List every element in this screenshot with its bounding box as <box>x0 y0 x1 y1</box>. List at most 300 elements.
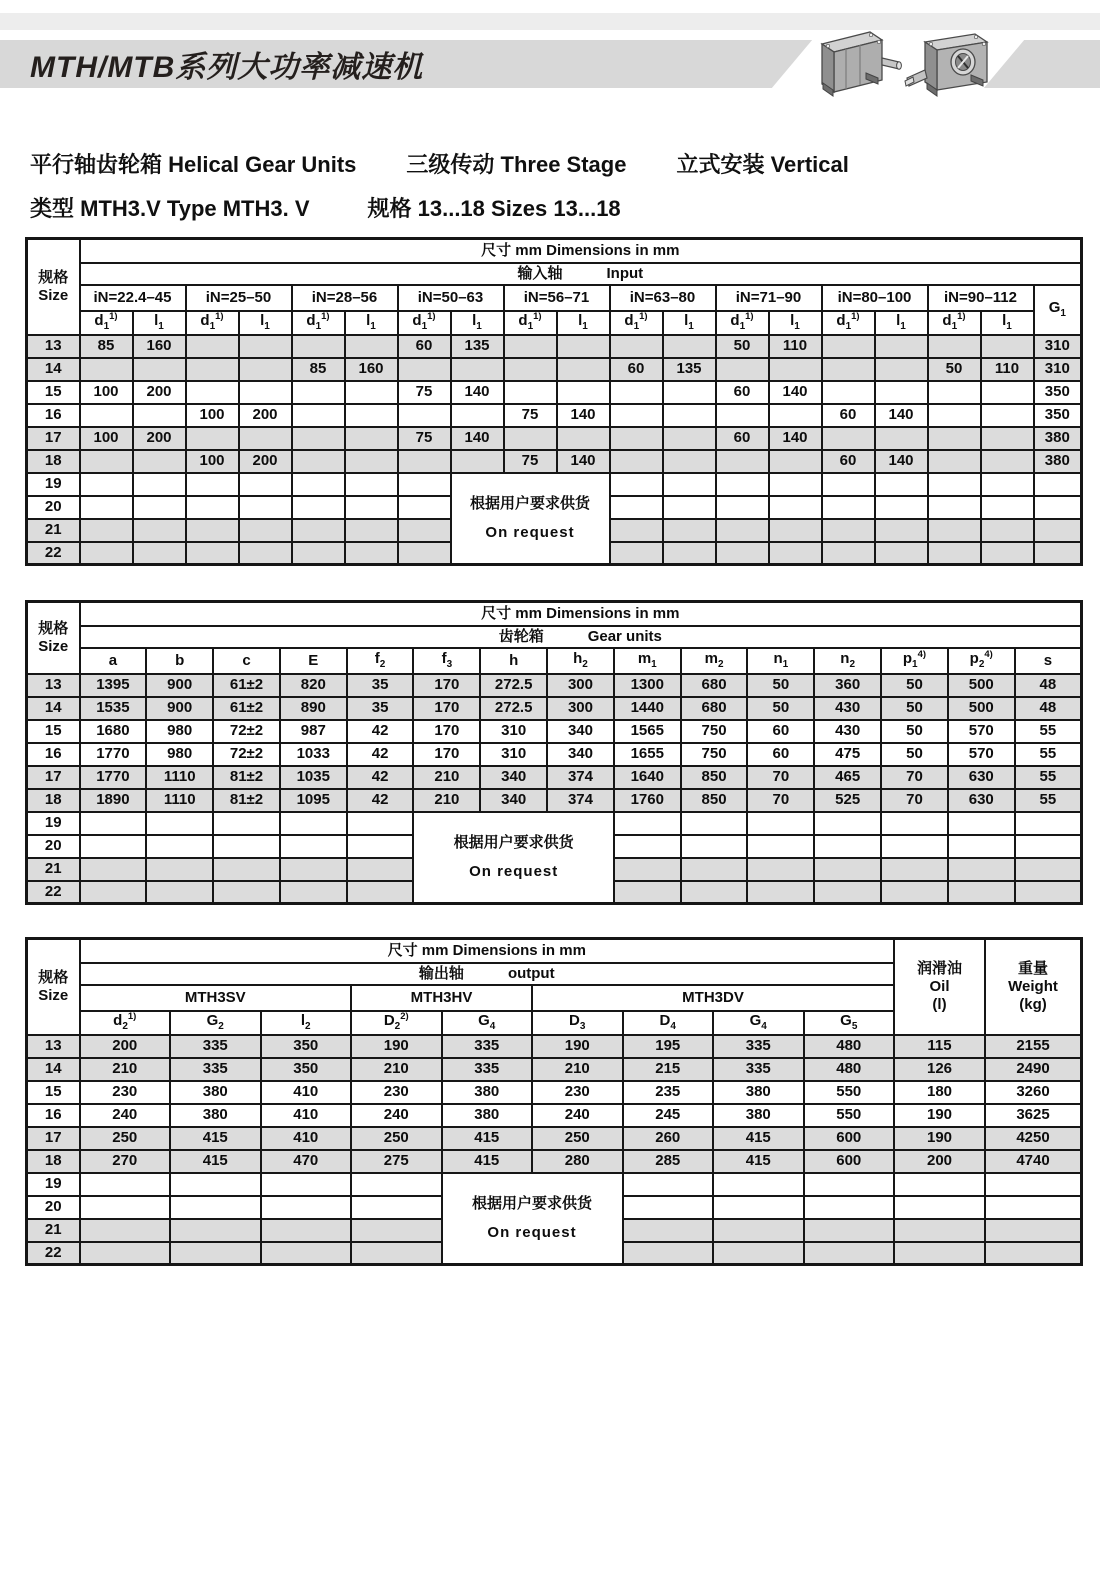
empty-cell <box>948 835 1015 858</box>
size-header-en: Size <box>38 286 69 304</box>
value-cell: 42 <box>347 743 414 766</box>
empty-cell <box>133 519 186 542</box>
on-request-zh: 根据用户要求供货 <box>471 1195 592 1212</box>
col-label: l <box>1002 311 1007 329</box>
value-cell: 380 <box>170 1104 261 1127</box>
col-label: s <box>1043 651 1053 669</box>
ratio-group-header: iN=56–71 <box>504 285 610 311</box>
empty-cell <box>80 473 133 496</box>
col-label: D <box>569 1011 580 1029</box>
empty-cell <box>292 496 345 519</box>
col-label-sub: 1 <box>315 321 322 333</box>
d1-header <box>822 311 875 335</box>
empty-cell <box>681 812 748 835</box>
header-row <box>27 939 1082 963</box>
value-cell: 980 <box>146 743 213 766</box>
col-label-sub: 1 <box>900 320 906 332</box>
footnote-marker: 1) <box>533 311 542 323</box>
value-cell: 42 <box>347 720 414 743</box>
empty-cell <box>681 858 748 881</box>
axis-title <box>80 626 1082 648</box>
ratio-group-header: iN=28–56 <box>292 285 398 311</box>
empty-cell <box>614 881 681 904</box>
value-cell: 60 <box>716 427 769 450</box>
value-cell: 335 <box>170 1035 261 1058</box>
value-cell: 987 <box>280 720 347 743</box>
value-cell: 1440 <box>614 697 681 720</box>
size-header-en: Size <box>38 986 69 1004</box>
size-header-en: Size <box>38 637 69 655</box>
value-cell: 1565 <box>614 720 681 743</box>
value-cell <box>610 427 663 450</box>
weight-header-zh: 重量 <box>1018 960 1049 978</box>
col-label-sub: 1 <box>264 320 270 332</box>
empty-cell <box>347 812 414 835</box>
value-cell <box>186 427 239 450</box>
col-label: E <box>308 651 319 669</box>
value-cell: 430 <box>814 697 881 720</box>
col-label-sub: 2 <box>305 1020 311 1032</box>
value-cell: 72±2 <box>213 720 280 743</box>
value-cell <box>398 450 451 473</box>
empty-cell <box>928 496 981 519</box>
size-header-zh: 规格 <box>38 268 69 286</box>
value-cell: 140 <box>557 404 610 427</box>
value-cell: 235 <box>623 1081 714 1104</box>
value-cell: 70 <box>747 766 814 789</box>
empty-cell <box>351 1196 442 1219</box>
value-cell: 415 <box>442 1127 533 1150</box>
empty-cell <box>80 858 147 881</box>
table-row <box>27 1104 1082 1127</box>
empty-cell <box>80 1242 171 1265</box>
value-cell: 50 <box>881 697 948 720</box>
value-cell: 430 <box>814 720 881 743</box>
column-header <box>804 1011 895 1035</box>
value-cell <box>239 358 292 381</box>
value-cell: 135 <box>663 358 716 381</box>
col-label: n <box>840 649 850 667</box>
value-cell: 50 <box>716 335 769 358</box>
col-label-sub: 4 <box>761 1020 767 1032</box>
on-request-cell <box>413 812 613 904</box>
value-cell <box>716 358 769 381</box>
value-cell: 35 <box>347 697 414 720</box>
col-label: G <box>478 1011 490 1029</box>
value-cell <box>928 404 981 427</box>
empty-cell <box>213 881 280 904</box>
empty-cell <box>716 473 769 496</box>
oil-cell: 180 <box>894 1081 985 1104</box>
table-row <box>27 1127 1082 1150</box>
value-cell: 380 <box>713 1081 804 1104</box>
empty-cell <box>713 1173 804 1196</box>
footnote-marker: 4) <box>984 649 993 661</box>
col-label-sub: 1 <box>527 321 534 333</box>
value-cell: 55 <box>1015 766 1082 789</box>
value-cell <box>822 381 875 404</box>
column-header <box>146 648 213 674</box>
l1-header <box>133 311 186 335</box>
value-cell <box>504 358 557 381</box>
col-label: l <box>300 1011 306 1029</box>
value-cell: 60 <box>716 381 769 404</box>
value-cell <box>239 335 292 358</box>
g1-cell: 310 <box>1034 358 1082 381</box>
value-cell: 110 <box>981 358 1034 381</box>
table-row <box>27 1173 1082 1196</box>
table-row <box>27 697 1082 720</box>
value-cell <box>345 335 398 358</box>
value-cell: 275 <box>351 1150 442 1173</box>
value-cell <box>610 404 663 427</box>
empty-cell <box>80 1219 171 1242</box>
value-cell <box>928 335 981 358</box>
size-cell: 15 <box>27 381 80 404</box>
empty-cell <box>681 881 748 904</box>
empty-cell <box>80 881 147 904</box>
value-cell: 1110 <box>146 766 213 789</box>
value-cell: 50 <box>747 674 814 697</box>
value-cell: 380 <box>442 1104 533 1127</box>
value-cell: 55 <box>1015 720 1082 743</box>
col-label-sub: 1 <box>633 321 640 333</box>
input-shaft-table <box>25 237 1083 566</box>
value-cell: 75 <box>504 404 557 427</box>
empty-cell <box>1034 496 1082 519</box>
value-cell: 600 <box>804 1127 895 1150</box>
on-request-zh: 根据用户要求供货 <box>453 834 574 851</box>
empty-cell <box>985 1196 1082 1219</box>
oil-cell: 200 <box>894 1150 985 1173</box>
l1-header <box>663 311 716 335</box>
value-cell: 630 <box>948 789 1015 812</box>
value-cell <box>769 404 822 427</box>
value-cell <box>610 450 663 473</box>
value-cell <box>822 335 875 358</box>
value-cell: 570 <box>948 720 1015 743</box>
column-header <box>623 1011 714 1035</box>
table-row <box>27 1150 1082 1173</box>
model-group-header: MTH3SV <box>80 985 352 1011</box>
value-cell: 170 <box>413 674 480 697</box>
header-row <box>27 626 1082 648</box>
table-row <box>27 812 1082 835</box>
empty-cell <box>80 1196 171 1219</box>
size-cell: 13 <box>27 335 80 358</box>
value-cell: 350 <box>261 1058 352 1081</box>
value-cell: 850 <box>681 766 748 789</box>
empty-cell <box>804 1219 895 1242</box>
value-cell: 60 <box>747 743 814 766</box>
output-shaft-table-body <box>27 1035 1082 1265</box>
subtitle-vertical: 立式安装 Vertical <box>676 152 849 177</box>
column-header <box>547 648 614 674</box>
value-cell: 900 <box>146 674 213 697</box>
value-cell: 60 <box>822 404 875 427</box>
weight-header-unit: (kg) <box>1019 995 1047 1013</box>
weight-header-en: Weight <box>1008 977 1058 995</box>
col-label: l <box>260 311 265 329</box>
footnote-marker: 1) <box>127 1011 137 1023</box>
value-cell <box>345 381 398 404</box>
empty-cell <box>814 835 881 858</box>
value-cell: 1655 <box>614 743 681 766</box>
empty-cell <box>292 473 345 496</box>
col-label: l <box>366 311 371 329</box>
empty-cell <box>822 519 875 542</box>
gearbox-photo-horizontal <box>808 20 904 108</box>
value-cell: 70 <box>747 789 814 812</box>
empty-cell <box>814 812 881 835</box>
output-shaft-table-head <box>27 939 1082 1035</box>
empty-cell <box>80 519 133 542</box>
value-cell: 170 <box>413 743 480 766</box>
footnote-marker: 1) <box>957 311 966 323</box>
empty-cell <box>948 858 1015 881</box>
table-row <box>27 358 1082 381</box>
ratio-group-header: iN=50–63 <box>398 285 504 311</box>
empty-cell <box>146 812 213 835</box>
size-cell: 17 <box>27 427 80 450</box>
col-label-sub: 1 <box>782 658 789 670</box>
value-cell: 480 <box>804 1035 895 1058</box>
value-cell: 250 <box>532 1127 623 1150</box>
empty-cell <box>261 1173 352 1196</box>
value-cell: 195 <box>623 1035 714 1058</box>
col-label-sub: 1 <box>421 321 428 333</box>
subtitle-type: 类型 MTH3.V Type MTH3. V <box>30 196 310 221</box>
value-cell <box>451 450 504 473</box>
value-cell: 1770 <box>80 743 147 766</box>
value-cell: 570 <box>948 743 1015 766</box>
value-cell: 230 <box>351 1081 442 1104</box>
empty-cell <box>610 519 663 542</box>
table-row <box>27 766 1082 789</box>
column-header <box>532 1011 623 1035</box>
empty-cell <box>610 496 663 519</box>
empty-cell <box>1034 473 1082 496</box>
value-cell: 50 <box>928 358 981 381</box>
value-cell <box>557 335 610 358</box>
empty-cell <box>398 473 451 496</box>
value-cell <box>186 381 239 404</box>
empty-cell <box>881 812 948 835</box>
col-label: G <box>840 1011 852 1029</box>
col-label-sub: 1 <box>370 320 376 332</box>
value-cell: 60 <box>398 335 451 358</box>
value-cell: 410 <box>261 1081 352 1104</box>
value-cell <box>345 450 398 473</box>
value-cell: 300 <box>547 674 614 697</box>
col-label-sub: 1 <box>912 659 918 671</box>
size-cell: 18 <box>27 450 80 473</box>
col-label: b <box>175 651 185 669</box>
size-cell: 13 <box>27 674 80 697</box>
value-cell: 72±2 <box>213 743 280 766</box>
header-row <box>27 263 1082 285</box>
column-header <box>948 648 1015 674</box>
value-cell: 350 <box>261 1035 352 1058</box>
column-header <box>881 648 948 674</box>
value-cell <box>504 381 557 404</box>
empty-cell <box>347 858 414 881</box>
value-cell <box>557 381 610 404</box>
value-cell: 380 <box>170 1081 261 1104</box>
empty-cell <box>747 835 814 858</box>
gear-unit-table <box>25 600 1083 905</box>
value-cell: 240 <box>351 1104 442 1127</box>
value-cell <box>292 427 345 450</box>
empty-cell <box>747 812 814 835</box>
value-cell: 335 <box>713 1058 804 1081</box>
table-row <box>27 335 1082 358</box>
table-row <box>27 789 1082 812</box>
value-cell: 60 <box>822 450 875 473</box>
axis-title-en: output <box>507 964 555 982</box>
value-cell <box>716 450 769 473</box>
value-cell <box>769 358 822 381</box>
value-cell: 415 <box>170 1150 261 1173</box>
col-label-sub: 2 <box>582 658 588 670</box>
empty-cell <box>292 542 345 565</box>
oil-header-en: Oil <box>929 977 950 995</box>
value-cell: 1035 <box>280 766 347 789</box>
table-row <box>27 720 1082 743</box>
empty-cell <box>747 858 814 881</box>
empty-cell <box>928 542 981 565</box>
input-shaft-table-head <box>27 239 1082 335</box>
header-row <box>27 239 1082 263</box>
g1-cell: 350 <box>1034 404 1082 427</box>
col-label: d <box>200 312 210 330</box>
empty-cell <box>981 496 1034 519</box>
value-cell: 1680 <box>80 720 147 743</box>
value-cell: 70 <box>881 789 948 812</box>
col-label: l <box>578 311 583 329</box>
empty-cell <box>133 542 186 565</box>
size-cell: 13 <box>27 1035 80 1058</box>
col-label: G <box>206 1011 219 1029</box>
value-cell: 374 <box>547 766 614 789</box>
empty-cell <box>948 812 1015 835</box>
size-cell: 20 <box>27 1196 80 1219</box>
column-header <box>351 1011 442 1035</box>
weight-cell: 2490 <box>985 1058 1082 1081</box>
size-cell: 15 <box>27 720 80 743</box>
empty-cell <box>769 519 822 542</box>
value-cell: 525 <box>814 789 881 812</box>
size-cell: 19 <box>27 812 80 835</box>
value-cell <box>981 450 1034 473</box>
value-cell: 215 <box>623 1058 714 1081</box>
empty-cell <box>663 542 716 565</box>
empty-cell <box>663 519 716 542</box>
empty-cell <box>875 519 928 542</box>
value-cell: 415 <box>442 1150 533 1173</box>
empty-cell <box>398 496 451 519</box>
empty-cell <box>985 1219 1082 1242</box>
col-label-sub: 1 <box>688 320 694 332</box>
value-cell <box>716 404 769 427</box>
empty-cell <box>1015 858 1082 881</box>
value-cell: 415 <box>713 1127 804 1150</box>
d1-header <box>80 311 133 335</box>
value-cell: 48 <box>1015 674 1082 697</box>
value-cell: 210 <box>413 789 480 812</box>
empty-cell <box>186 542 239 565</box>
value-cell: 50 <box>881 674 948 697</box>
l1-header <box>239 311 292 335</box>
axis-title <box>80 963 895 985</box>
value-cell <box>239 381 292 404</box>
empty-cell <box>881 858 948 881</box>
size-cell: 14 <box>27 358 80 381</box>
on-request-en: On request <box>485 523 575 541</box>
value-cell <box>345 427 398 450</box>
empty-cell <box>985 1242 1082 1265</box>
g1-cell: 310 <box>1034 335 1082 358</box>
empty-cell <box>614 858 681 881</box>
footnote-marker: 4) <box>917 649 927 661</box>
size-cell: 22 <box>27 881 80 904</box>
empty-cell <box>351 1219 442 1242</box>
value-cell <box>345 404 398 427</box>
value-cell: 1033 <box>280 743 347 766</box>
gearbox-photo-vertical <box>903 20 1003 108</box>
value-cell: 470 <box>261 1150 352 1173</box>
empty-cell <box>814 858 881 881</box>
empty-cell <box>345 496 398 519</box>
table-row <box>27 473 1082 496</box>
value-cell: 280 <box>532 1150 623 1173</box>
col-label: m <box>704 649 718 667</box>
value-cell: 50 <box>747 697 814 720</box>
value-cell: 50 <box>881 720 948 743</box>
col-label: f <box>374 649 380 667</box>
value-cell <box>133 358 186 381</box>
col-label: p <box>902 650 913 668</box>
value-cell: 410 <box>261 1104 352 1127</box>
footnote-marker: 1) <box>321 311 330 323</box>
col-label-sub: 3 <box>446 658 453 670</box>
column-header <box>280 648 347 674</box>
size-cell: 20 <box>27 496 80 519</box>
value-cell: 100 <box>186 404 239 427</box>
empty-cell <box>894 1196 985 1219</box>
footnote-marker: 1) <box>427 311 436 323</box>
footnote-marker: 1) <box>109 311 118 323</box>
col-label: d <box>412 312 422 330</box>
empty-cell <box>822 473 875 496</box>
footnote-marker: 1) <box>745 311 754 323</box>
subtitle-sizes: 规格 13...18 Sizes 13...18 <box>367 196 621 221</box>
value-cell: 890 <box>280 697 347 720</box>
empty-cell <box>239 519 292 542</box>
footnote-marker: 1) <box>639 311 648 323</box>
l1-header <box>557 311 610 335</box>
weight-cell: 2155 <box>985 1035 1082 1058</box>
col-label-sub: 5 <box>851 1020 858 1032</box>
col-label-sub: 3 <box>579 1020 586 1032</box>
col-label: m <box>637 649 652 667</box>
col-label: l <box>684 311 689 329</box>
col-label-sub: 1 <box>476 320 482 332</box>
col-label-sub: 2 <box>122 1021 128 1033</box>
on-request-zh: 根据用户要求供货 <box>469 495 590 512</box>
value-cell: 500 <box>948 697 1015 720</box>
d1-header <box>716 311 769 335</box>
